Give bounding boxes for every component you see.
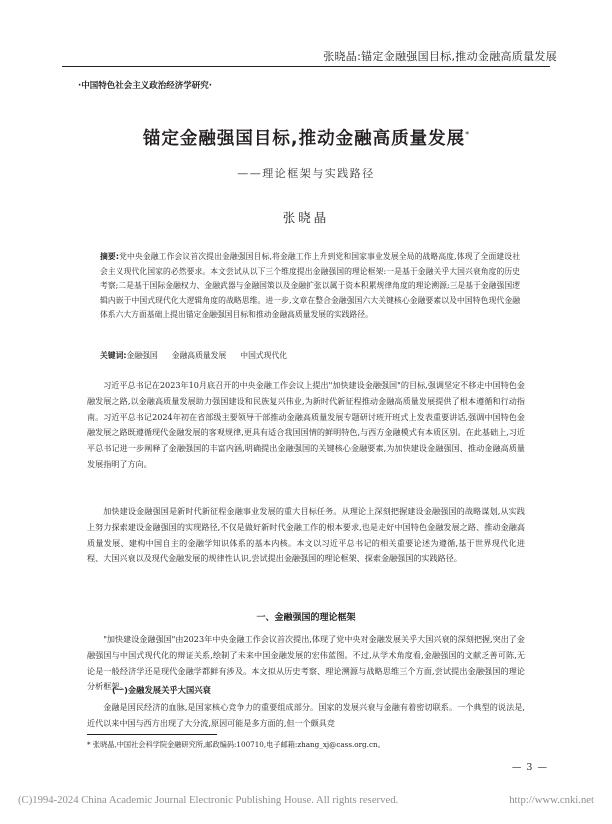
- body-paragraph-1: 习近平总书记在2023年10月底召开的中央金融工作会议上提出"加快建设金融强国"的目标,强调坚定不移走中国特色金融发展之路,以金融高质量发展助力强国建设和民族复兴伟业,为新时代新征程推动金融高质量发展提供了根本遵循和行动指南。习近平总书记2024年初在省部级主要领导干部推动金融高质量发展专题研讨班开班式上发表重要讲话,强调中国特色金融发展之路既遵循现代金融发展的客观规律,更具有适合我国国情的鲜明特色,与西方金融模式有本质区别。在此基础上,习近平总书记进一步阐释了金融强国的丰富内涵,明确提出金融强国的关键核心金融要素,为加快建设金融强国、推动金融高质量发展指明了方向。: [87, 380, 525, 469]
- keyword: 金融高质量发展: [171, 351, 227, 360]
- title-text: 锚定金融强国目标,推动金融高质量发展: [142, 129, 466, 149]
- section-heading: 一、金融强国的理论框架: [256, 613, 356, 623]
- keywords-label: 关键词:: [100, 351, 127, 360]
- page-number: — 3 —: [511, 762, 548, 773]
- keyword: 金融强国: [126, 351, 158, 360]
- cnki-link[interactable]: http://www.cnki.net: [509, 794, 594, 806]
- abstract: [100, 250, 520, 323]
- keywords: [100, 349, 520, 363]
- subsection-heading: (一)金融发展关乎大国兴衰: [112, 685, 211, 695]
- abstract-label: 摘要:: [100, 252, 119, 261]
- footnote: * 张晓晶,中国社会科学院金融研究所,邮政编码:100710,电子邮箱:zhang_xj@cass.org.cn。: [87, 740, 385, 749]
- body-paragraph-2: 加快建设金融强国是新时代新征程金融事业发展的重大目标任务。从理论上深刻把握建设金融强国的战略谋划,从实践上努力探索建设金融强国的实现路径,不仅是做好新时代金融工作的根本要求,也是走好中国特色金融发展之路、推动金融高质量发展、建构中国自主的金融学知识体系的基本内核。本文以习近平总书记的相关重要论述为遵循,基于世界现代化进程、大国兴衰以及现代金融发展的规律性认识,尝试提出金融强国的理论框架、探索金融强国的实践路径。: [87, 506, 525, 564]
- body-paragraph-3: "加快建设金融强国"由2023年中央金融工作会议首次提出,体现了党中央对金融发展关乎大国兴衰的深刻把握,突出了金融强国与中国式现代化的辩证关系,绘制了未来中国金融发展的宏伟蓝图。不过,从学术角度看,金融强国的文献乏善可陈,无论是一般经济学还是现代金融学都鲜有涉及。本文拟从历史考察、理论溯源与战略思维三个方面,尝试提出金融强国的理论分析框架。: [87, 634, 525, 692]
- copyright-notice: (C)1994-2024 China Academic Journal Electronic Publishing House. All rights reserved.: [18, 794, 399, 806]
- author-name: 张晓晶: [282, 210, 330, 225]
- column-label: ·中国特色社会主义政治经济学研究·: [78, 81, 212, 91]
- header-rule: [62, 66, 550, 67]
- abstract-text: 党中央金融工作会议首次提出金融强国目标,将金融工作上升到党和国家事业发展全局的战略高度,体现了全面建设社会主义现代化国家的必然要求。本文尝试从以下三个维度提出金融强国的理论框架:一是基于金融关乎大国兴衰角度的历史考察;二是基于国际金融权力、金融武器与金融国策以及金融扩张以属于资本积累规律角度的理论溯源;三是基于金融强国逻辑内嵌于中国式现代化大逻辑角度的战略思维。进一步,文章在整合金融强国六大关键核心金融要素以及中国特色现代金融体系六大方面基础上提出锚定金融强国目标和推动金融高质量发展的实践路径。: [100, 252, 520, 320]
- keyword: 中国式现代化: [240, 351, 288, 360]
- article-title: [0, 125, 612, 150]
- article-subtitle: ——理论框架与实践路径: [237, 167, 375, 180]
- running-header: 张晓晶:锚定金融强国目标,推动金融高质量发展: [323, 50, 557, 63]
- body-paragraph-4: 金融是国民经济的血脉,是国家核心竞争力的重要组成部分。国家的发展兴衰与金融有着密切联系。一个典型的说法是,近代以来中国与西方出现了大分流,原因可能是多方面的,但一个颇具竞: [87, 702, 525, 728]
- footnote-rule: [87, 734, 217, 735]
- title-footnote-mark: *: [465, 130, 470, 140]
